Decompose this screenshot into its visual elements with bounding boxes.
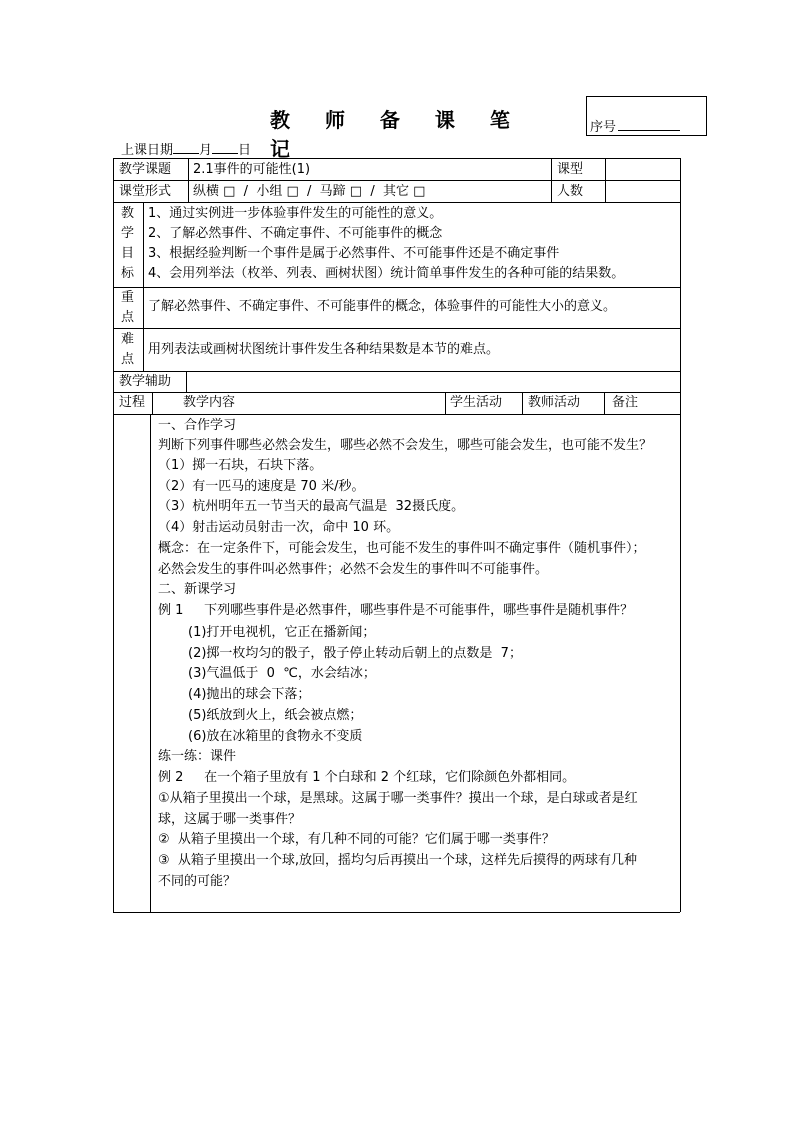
student-activity-header: 学生活动 bbox=[450, 395, 503, 410]
content-header: 教学内容 bbox=[183, 395, 236, 410]
section-heading: 一、合作学习 bbox=[158, 418, 237, 433]
table-line bbox=[604, 392, 605, 414]
process-header: 过程 bbox=[119, 395, 146, 410]
difficulty-text: 用列表法或画树状图统计事件发生各种结果数是本节的难点。 bbox=[148, 342, 500, 357]
table-line bbox=[113, 158, 114, 912]
table-line bbox=[605, 158, 606, 202]
question-line: ② 从箱子里摸出一个球，有几种不同的可能？它们属于哪一类事件？ bbox=[158, 832, 555, 847]
concept-line: 必然会发生的事件叫必然事件；必然不会发生的事件叫不可能事件。 bbox=[158, 562, 549, 577]
goals-label-char: 目 bbox=[121, 246, 135, 261]
example-item: (5)纸放到火上，纸会被点燃； bbox=[188, 708, 363, 723]
table-line bbox=[522, 392, 523, 414]
example-heading: 例 1 下列哪些事件是必然事件，哪些事件是不可能事件，哪些事件是随机事件？ bbox=[158, 603, 634, 618]
student-count-label: 人数 bbox=[557, 184, 584, 199]
goals-label-char: 学 bbox=[121, 226, 135, 241]
topic-label: 教学课题 bbox=[119, 162, 172, 177]
example-item: (6)放在冰箱里的食物永不变质 bbox=[188, 729, 363, 744]
table-line bbox=[188, 158, 189, 202]
question-line: 球，这属于哪一类事件？ bbox=[158, 812, 302, 827]
goals-label-char: 标 bbox=[121, 266, 135, 281]
table-line bbox=[186, 371, 187, 392]
month-label: 月 bbox=[199, 143, 213, 158]
day-label: 日 bbox=[238, 143, 252, 158]
content-line: （4）射击运动员射击一次，命中 10 环。 bbox=[158, 520, 400, 535]
table-line bbox=[445, 392, 446, 414]
goal-item: 3、根据经验判断一个事件是属于必然事件、不可能事件还是不确定事件 bbox=[148, 246, 560, 261]
content-line: （3）杭州明年五一节当天的最高气温是 32摄氏度。 bbox=[158, 499, 465, 514]
example-item: (1)打开电视机，它正在播新闻； bbox=[188, 625, 376, 640]
difficulty-label-char: 点 bbox=[121, 352, 135, 367]
example-item: (4)抛出的球会下落； bbox=[188, 687, 311, 702]
table-line bbox=[113, 287, 680, 288]
key-label-char: 点 bbox=[121, 310, 135, 325]
example-item: (3)气温低于 0 ℃，水会结冰； bbox=[188, 666, 376, 681]
table-line bbox=[680, 158, 681, 912]
example-heading: 例 2 在一个箱子里放有 1 个白球和 2 个红球，它们除颜色外都相同。 bbox=[158, 770, 576, 785]
table-line bbox=[113, 414, 680, 415]
key-label-char: 重 bbox=[121, 290, 135, 305]
practice-line: 练一练：课件 bbox=[158, 749, 237, 764]
content-line: （2）有一匹马的速度是 70 米/秒。 bbox=[158, 479, 365, 494]
content-line: （1）掷一石块，石块下落。 bbox=[158, 458, 323, 473]
table-line bbox=[150, 414, 151, 912]
lesson-type-label: 课型 bbox=[557, 162, 584, 177]
goal-item: 2、了解必然事件、不确定事件、不可能事件的概念 bbox=[148, 226, 443, 241]
table-line bbox=[113, 202, 680, 203]
page-title: 教 师 备 课 笔 记 bbox=[270, 108, 524, 161]
table-line bbox=[551, 158, 552, 202]
serial-number-label: 序号 bbox=[590, 120, 617, 135]
content-line: 判断下列事件哪些必然会发生，哪些必然不会发生，哪些可能会发生，也可能不发生？ bbox=[158, 438, 653, 453]
section-heading: 二、新课学习 bbox=[158, 582, 237, 597]
question-line: ③ 从箱子里摸出一个球,放回，摇均匀后再摸出一个球，这样先后摸得的两球有几种 bbox=[158, 853, 638, 868]
class-date-label: 上课日期 bbox=[121, 143, 174, 158]
class-form-options: 纵横 □ / 小组 □ / 马蹄 □ / 其它 □ bbox=[193, 184, 426, 199]
question-line: ①从箱子里摸出一个球，是黑球。这属于哪一类事件？摸出一个球，是白球或者是红 bbox=[158, 791, 638, 806]
goal-item: 1、通过实例进一步体验事件发生的可能性的意义。 bbox=[148, 206, 443, 221]
difficulty-label-char: 难 bbox=[121, 332, 135, 347]
table-line bbox=[113, 392, 680, 393]
class-form-label: 课堂形式 bbox=[119, 184, 172, 199]
goals-label-char: 教 bbox=[121, 206, 135, 221]
concept-line: 概念：在一定条件下，可能会发生，也可能不发生的事件叫不确定事件（随机事件）； bbox=[158, 541, 646, 556]
goal-item: 4、会用列举法（枚举、列表、画树状图）统计简单事件发生的各种可能的结果数。 bbox=[148, 266, 625, 281]
topic-value: 2.1事件的可能性(1) bbox=[193, 162, 311, 177]
table-line bbox=[143, 202, 144, 371]
table-line bbox=[113, 371, 680, 372]
key-point-text: 了解必然事件、不确定事件、不可能事件的概念，体验事件的可能性大小的意义。 bbox=[148, 299, 617, 314]
notes-header: 备注 bbox=[612, 395, 639, 410]
teacher-activity-header: 教师活动 bbox=[528, 395, 581, 410]
teaching-aids-label: 教学辅助 bbox=[119, 374, 172, 389]
table-line bbox=[113, 912, 680, 913]
table-line bbox=[152, 392, 153, 414]
table-line bbox=[113, 180, 680, 181]
question-line: 不同的可能？ bbox=[158, 874, 237, 889]
table-line bbox=[113, 158, 680, 159]
table-line bbox=[113, 328, 680, 329]
example-item: (2)掷一枚均匀的骰子，骰子停止转动后朝上的点数是 7； bbox=[188, 646, 522, 661]
